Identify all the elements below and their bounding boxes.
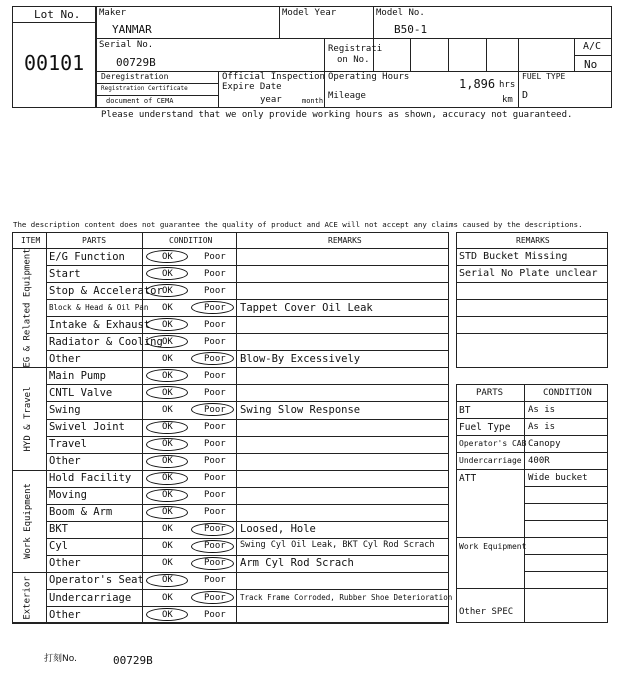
part-name: Stop & Accelerator — [49, 284, 163, 297]
remark-line: Serial No Plate unclear — [459, 268, 598, 279]
poor-option: Poor — [204, 609, 226, 620]
condition-circle — [146, 250, 188, 263]
part-name: Other — [49, 608, 81, 621]
remark-text: Track Frame Corroded, Rubber Shoe Deterioration — [240, 593, 453, 602]
spec-value: As is — [528, 422, 556, 432]
hours-value: 1,896 — [459, 77, 496, 91]
ok-option: OK — [162, 353, 173, 364]
item-header: ITEM — [21, 236, 41, 245]
ok-option: OK — [162, 490, 173, 501]
remark-text: Swing Cyl Oil Leak, BKT Cyl Rod Scrach — [240, 540, 435, 551]
poor-option: Poor — [204, 285, 226, 296]
stamp-label: 打刻No. — [44, 654, 77, 664]
poor-option: Poor — [204, 490, 226, 501]
ok-option: OK — [162, 319, 173, 330]
ok-option: OK — [162, 404, 173, 415]
right-parts-header: PARTS — [476, 388, 504, 398]
inspection-label-1: Official Inspection — [222, 72, 325, 82]
maker-value: YANMAR — [112, 23, 152, 36]
spec-part: Operator's CAB — [459, 439, 527, 448]
poor-option: Poor — [204, 473, 226, 484]
ok-option: OK — [162, 609, 173, 620]
group-label: EG & Related Equipment — [23, 248, 33, 368]
part-name: Other — [49, 352, 81, 365]
part-name: Hold Facility — [49, 472, 132, 485]
ok-option: OK — [162, 251, 173, 262]
mileage-label: Mileage — [328, 91, 366, 101]
spec-part: ATT — [459, 473, 477, 484]
part-name: Main Pump — [49, 369, 106, 382]
part-name: Operator's Seat — [49, 574, 144, 587]
year-label: year — [260, 95, 282, 105]
spec-part: Undercarriage — [459, 456, 522, 465]
poor-option: Poor — [204, 507, 226, 518]
remarks-header: REMARKS — [328, 236, 362, 245]
poor-option: Poor — [204, 251, 226, 262]
model-year-label: Model Year — [282, 8, 337, 18]
poor-option: Poor — [204, 336, 226, 347]
ok-option: OK — [162, 524, 173, 535]
part-name: Start — [49, 267, 81, 280]
part-name: Intake & Exhaust — [49, 318, 151, 331]
operating-hours-label: Operating Hours — [328, 72, 410, 82]
remark-text: Loosed, Hole — [240, 523, 316, 536]
registration-label-2: on No. — [337, 55, 370, 65]
remark-text: Arm Cyl Rod Scrach — [240, 557, 354, 570]
part-name: CNTL Valve — [49, 386, 113, 399]
inspection-label-2: Expire Date — [222, 82, 282, 92]
ok-option: OK — [162, 541, 173, 552]
poor-option: Poor — [204, 524, 226, 535]
ok-option: OK — [162, 558, 173, 569]
poor-option: Poor — [204, 558, 226, 569]
ok-option: OK — [162, 575, 173, 586]
part-name: Cyl — [49, 540, 68, 553]
condition-circle — [146, 455, 188, 468]
ok-option: OK — [162, 370, 173, 381]
fuel-type-label: FUEL TYPE — [522, 72, 566, 81]
poor-option: Poor — [204, 387, 226, 398]
condition-circle — [146, 574, 188, 587]
month-label: month — [302, 97, 324, 105]
serial-value: 00729B — [116, 56, 156, 69]
condition-circle — [191, 557, 234, 570]
registration-label-1: Registrati — [328, 44, 383, 54]
ac-value: No — [584, 58, 598, 71]
disclaimer: The description content does not guarantee the quality of product and ACE will not accept any claims caused by the descriptions. — [13, 220, 583, 229]
ok-option: OK — [162, 473, 173, 484]
deregistration-label: Deregistration — [101, 72, 169, 81]
poor-option: Poor — [204, 370, 226, 381]
part-name: Swivel Joint — [49, 421, 125, 433]
group-label: HYD & Travel — [23, 385, 34, 452]
ok-option: OK — [162, 507, 173, 518]
maker-label: Maker — [99, 8, 127, 18]
condition-circle — [146, 472, 188, 485]
poor-option: Poor — [204, 353, 226, 364]
poor-option: Poor — [204, 268, 226, 279]
poor-option: Poor — [204, 422, 226, 432]
poor-option: Poor — [204, 541, 226, 552]
part-name: Swing — [49, 403, 81, 416]
ok-option: OK — [162, 439, 173, 450]
poor-option: Poor — [204, 319, 226, 330]
km-label: km — [502, 95, 513, 105]
spec-part: Fuel Type — [459, 422, 511, 433]
poor-option: Poor — [204, 302, 226, 313]
remark-text: Blow-By Excessively — [240, 352, 361, 365]
poor-option: Poor — [204, 575, 226, 586]
lot-label: Lot No. — [34, 8, 81, 21]
remark-text: Swing Slow Response — [240, 403, 361, 416]
lot-number: 00101 — [24, 51, 85, 75]
ok-option: OK — [162, 422, 173, 432]
ok-option: OK — [162, 592, 173, 603]
group-label: Work Equipment — [23, 482, 34, 559]
accuracy-note: Please understand that we only provide working hours as shown, accuracy not guaranteed. — [101, 110, 573, 120]
poor-option: Poor — [204, 456, 226, 467]
cema-document-label: document of CEMA — [106, 97, 174, 105]
part-name: Block & Head & Oil Pan — [49, 303, 149, 313]
poor-option: Poor — [204, 404, 226, 415]
other-spec-label: Other SPEC — [459, 607, 514, 617]
model-no-label: Model No. — [376, 8, 425, 18]
ok-option: OK — [162, 268, 173, 279]
part-name: Moving — [49, 489, 87, 502]
spec-value: Wide bucket — [528, 473, 588, 483]
model-no-value: B50-1 — [394, 23, 428, 36]
part-name: Travel — [49, 438, 87, 451]
right-remarks-header: REMARKS — [516, 236, 550, 245]
condition-circle — [146, 506, 188, 519]
condition-circle — [191, 523, 234, 536]
poor-option: Poor — [204, 592, 226, 603]
spec-value: As is — [528, 405, 556, 415]
hrs-label: hrs — [499, 80, 516, 90]
part-name: BKT — [49, 523, 68, 536]
ok-option: OK — [162, 302, 173, 313]
condition-circle — [191, 540, 234, 553]
condition-circle — [146, 284, 188, 297]
poor-option: Poor — [204, 439, 226, 450]
parts-header: PARTS — [82, 236, 107, 245]
condition-circle — [146, 421, 188, 434]
ok-option: OK — [162, 456, 173, 467]
part-name: Radiator & Cooling — [49, 335, 163, 348]
group-label: Exterior — [22, 575, 33, 620]
work-equipment-label: Work Equipment — [459, 542, 527, 551]
condition-circle — [191, 591, 234, 604]
ok-option: OK — [162, 285, 173, 296]
registration-certificate-label: Registration Certificate — [101, 85, 188, 92]
spec-value: Canopy — [528, 439, 561, 449]
condition-circle — [146, 438, 188, 451]
part-name: Undercarriage — [49, 591, 132, 604]
ac-label: A/C — [583, 41, 602, 52]
part-name: Other — [49, 455, 81, 468]
condition-header: CONDITION — [169, 236, 213, 245]
part-name: E/G Function — [49, 250, 125, 263]
right-condition-header: CONDITION — [543, 388, 592, 398]
fuel-type-value: D — [522, 90, 529, 101]
spec-part: BT — [459, 405, 471, 416]
remark-text: Tappet Cover Oil Leak — [240, 301, 373, 314]
part-name: Other — [49, 557, 81, 570]
condition-circle — [146, 489, 188, 502]
ok-option: OK — [162, 387, 173, 398]
condition-circle — [146, 267, 188, 280]
spec-value: 400R — [528, 456, 550, 466]
condition-circle — [146, 608, 188, 621]
stamp-value: 00729B — [113, 654, 153, 667]
remark-line: STD Bucket Missing — [459, 251, 568, 262]
serial-label: Serial No. — [99, 40, 154, 50]
part-name: Boom & Arm — [49, 506, 113, 519]
ok-option: OK — [162, 336, 173, 347]
